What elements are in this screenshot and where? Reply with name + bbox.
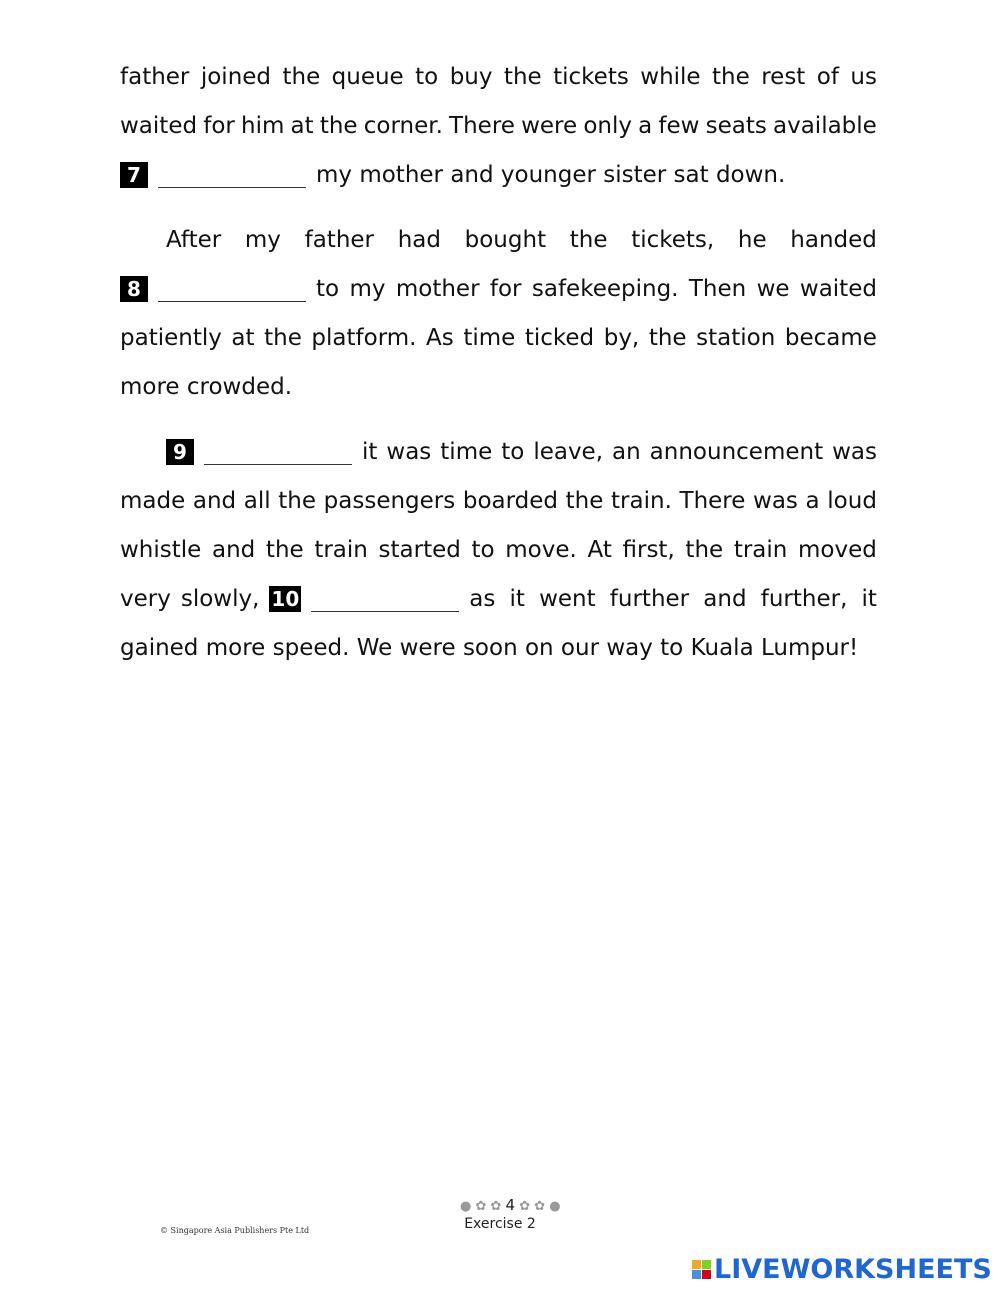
copyright-notice: © Singapore Asia Publishers Pte Ltd [160, 1226, 310, 1235]
word: a [805, 488, 820, 514]
word: the [264, 325, 302, 351]
answer-blank-8[interactable] [158, 277, 306, 302]
word: platform. [311, 325, 417, 351]
word: queue [331, 64, 404, 90]
word: only [583, 113, 632, 139]
word: it [861, 586, 877, 612]
liveworksheets-icon [692, 1260, 711, 1279]
word: mother [395, 276, 480, 302]
p2-line4 [120, 372, 877, 402]
word: patiently [120, 325, 222, 351]
word: at [231, 325, 255, 351]
dots-left: ● ✿ ✿ [460, 1199, 502, 1214]
word: waited [799, 276, 877, 302]
question-number-8: 8 [120, 276, 148, 302]
answer-blank-9[interactable] [204, 440, 352, 465]
word: bought [464, 227, 547, 253]
question-number-9: 9 [166, 439, 194, 465]
word: went [539, 586, 596, 612]
word: ticked [524, 325, 595, 351]
exercise-label: Exercise 2 [464, 1216, 536, 1232]
word: were [521, 113, 578, 139]
word: handed [790, 227, 877, 253]
word: train. [611, 488, 672, 514]
word: the [319, 113, 358, 139]
word: the [282, 64, 321, 90]
word: few [658, 113, 700, 139]
word: of [816, 64, 839, 90]
p3-line4 [120, 584, 877, 614]
icon-square-1 [692, 1260, 701, 1269]
word: was [832, 439, 877, 465]
word: was [753, 488, 798, 514]
word: boarded [462, 488, 559, 514]
word: as [469, 586, 496, 612]
word: and [211, 537, 256, 563]
word: train [733, 537, 788, 563]
answer-blank-7[interactable] [158, 163, 306, 188]
word: the [648, 325, 687, 351]
word: a [638, 113, 653, 139]
liveworksheets-logo[interactable] [692, 1252, 992, 1286]
p3-line1 [166, 437, 877, 467]
question-number-10: 10 [271, 587, 300, 611]
p3-line1-words [362, 437, 877, 467]
dots-right: ✿ ✿ ● [519, 1199, 561, 1214]
word: the [569, 227, 608, 253]
word: and [192, 488, 237, 514]
word: started [378, 537, 461, 563]
word: for [203, 113, 235, 139]
word: buy [449, 64, 493, 90]
word: my [349, 276, 386, 302]
p3-line5-text: gained more speed. We were soon on our way to Kuala Lumpur! [120, 635, 859, 661]
word: slowly, [180, 586, 260, 612]
word: leave, [533, 439, 604, 465]
word: first, [622, 537, 675, 563]
word: to [471, 537, 495, 563]
word: father [304, 227, 375, 253]
word: to [501, 439, 525, 465]
word: whistle [120, 537, 202, 563]
word: There [679, 488, 746, 514]
word: it [362, 439, 378, 465]
word: corner. [363, 113, 443, 139]
word: There [449, 113, 515, 139]
p3-line5 [120, 633, 877, 663]
word: he [737, 227, 767, 253]
word: the [685, 537, 724, 563]
answer-blank-10[interactable] [311, 587, 459, 612]
word: for [489, 276, 522, 302]
p2-line4-text: more crowded. [120, 374, 293, 400]
p1-line1 [120, 62, 877, 92]
word: had [397, 227, 441, 253]
p1-line2 [120, 111, 877, 141]
icon-square-4 [702, 1270, 711, 1279]
word: my [244, 227, 281, 253]
word: him [241, 113, 285, 139]
icon-square-3 [692, 1270, 701, 1279]
word: As [426, 325, 454, 351]
word: became [784, 325, 877, 351]
p2-line2 [120, 274, 877, 304]
page-number-ornament [460, 1196, 561, 1214]
word: time [463, 325, 516, 351]
word: while [640, 64, 701, 90]
word: After [166, 227, 222, 253]
word: moved [798, 537, 877, 563]
word: time [440, 439, 493, 465]
word: further [609, 586, 690, 612]
word: tickets, [631, 227, 715, 253]
p3-line2 [120, 486, 877, 516]
p1-line3-text: my mother and younger sister sat down. [316, 162, 786, 188]
word: further, [760, 586, 848, 612]
word: and [703, 586, 747, 612]
word: us [850, 64, 877, 90]
word: it [509, 586, 525, 612]
word: safekeeping. [531, 276, 679, 302]
p3-line4-start [120, 584, 259, 614]
word: Then [688, 276, 747, 302]
icon-square-2 [702, 1260, 711, 1269]
p2-line3 [120, 323, 877, 353]
p3-line3 [120, 535, 877, 565]
p2-line1 [166, 225, 877, 255]
word: to [316, 276, 340, 302]
p2-line2-words [316, 274, 877, 304]
word: train [314, 537, 368, 563]
word: joined [200, 64, 272, 90]
p1-line3 [120, 160, 877, 190]
word: an [612, 439, 641, 465]
word: loud [827, 488, 877, 514]
word: father [120, 64, 190, 90]
word: At [587, 537, 612, 563]
word: the [712, 64, 750, 90]
word: by, [603, 325, 640, 351]
word: announcement [649, 439, 824, 465]
word: to [415, 64, 439, 90]
word: passengers [323, 488, 456, 514]
word: rest [761, 64, 806, 90]
word: tickets [553, 64, 629, 90]
word: available [773, 113, 877, 139]
word: very [120, 586, 171, 612]
word: we [756, 276, 790, 302]
word: station [696, 325, 776, 351]
word: the [278, 488, 317, 514]
word: at [290, 113, 314, 139]
word: seats [705, 113, 767, 139]
p3-line4-words [469, 584, 877, 614]
word: was [386, 439, 432, 465]
word: the [265, 537, 304, 563]
word: move. [505, 537, 577, 563]
word: all [243, 488, 271, 514]
word: the [565, 488, 604, 514]
word: made [120, 488, 186, 514]
question-number-7: 7 [120, 162, 148, 188]
brand-name: LIVEWORKSHEETS [714, 1253, 992, 1285]
word: the [503, 64, 542, 90]
page-number: 4 [505, 1196, 516, 1214]
word: waited [120, 113, 198, 139]
